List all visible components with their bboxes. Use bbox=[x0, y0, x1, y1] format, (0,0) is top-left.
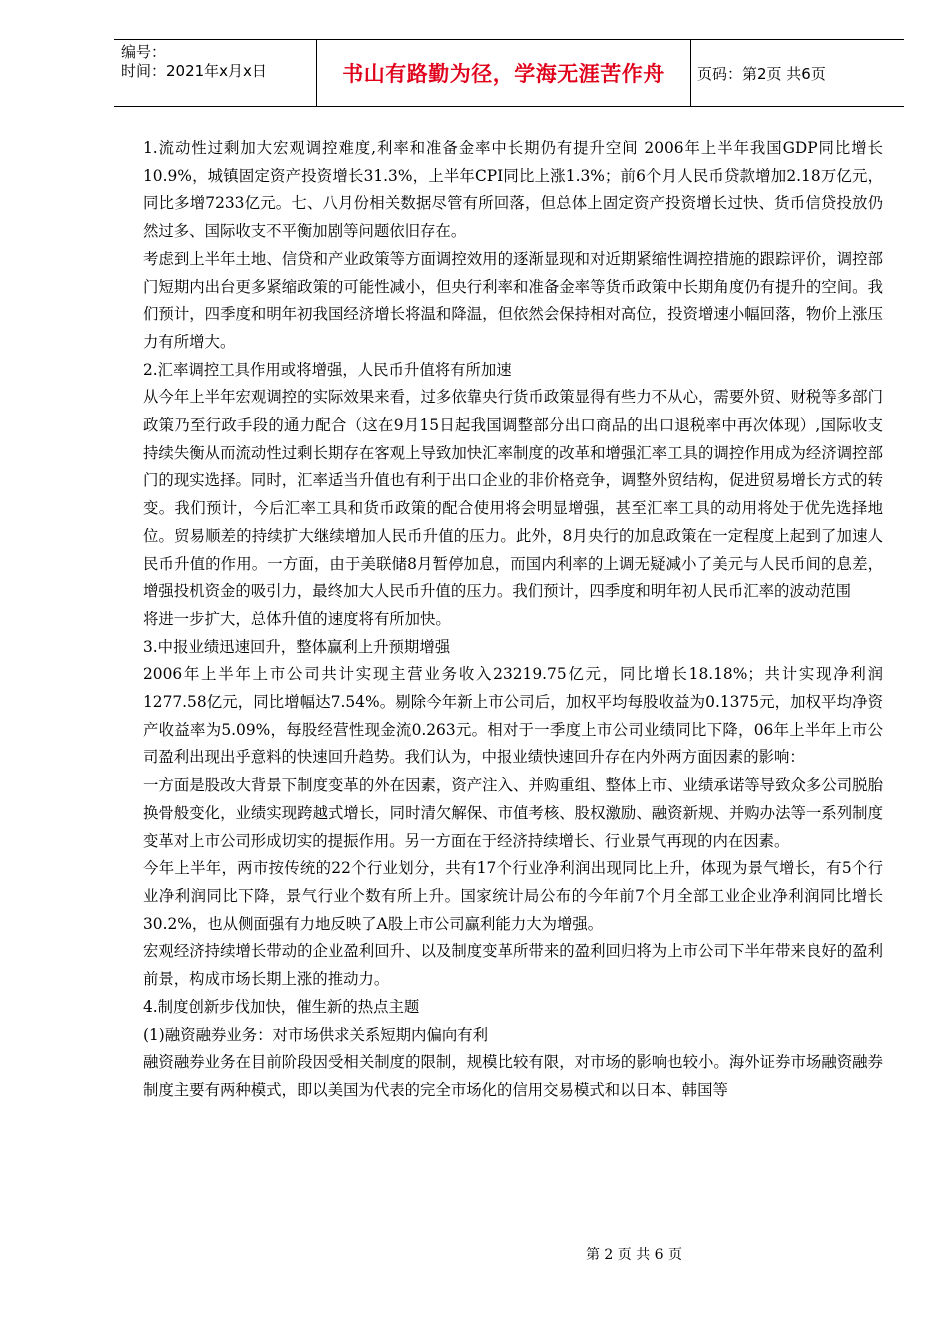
time-label: 时间：2021年x月x日 bbox=[121, 62, 267, 80]
header-page-info: 页码：第2页 共6页 bbox=[697, 64, 826, 83]
header-motto-cell bbox=[317, 40, 691, 106]
subsection-heading: (1)融资融券业务：对市场供求关系短期内偏向有利 bbox=[143, 1025, 489, 1044]
paragraph: 从今年上半年宏观调控的实际效果来看，过多依靠央行货币政策显得有些力不从心，需要外贸、财税等多部门政策乃至行政手段的通力配合（这在9月15日起我国调整部分出口商品的出口退税率中再次体现）,国际收支持续失衡从而流动性过剩长期存在客观上导致加快汇率制度的改革和增强汇率工具的调控作用成为经济调控部门的现实选择。同时，汇率适当升值也有利于出口企业的非价格竞争，调整外贸结构，促进贸易增长方式的转变。我们预计，今后汇率工具和货币政策的配合使用将会明显增强，甚至汇率工具的动用将处于优先选择地位。贸易顺差的持续扩大继续增加人民币升值的压力。此外，8月央行的加息政策在一定程度上起到了加速人民币升值的作用。一方面，由于美联储8月暂停加息，而国内利率的上调无疑减小了美元与人民币间的息差，增强投机资金的吸引力，最终加大人民币升值的压力。我们预计，四季度和明年初人民币汇率的波动范围 bbox=[143, 388, 883, 601]
paragraph: 融资融券业务在目前阶段因受相关制度的限制，规模比较有限，对市场的影响也较小。海外证券市场融资融券制度主要有两种模式，即以美国为代表的完全市场化的信用交易模式和以日本、韩国等 bbox=[143, 1053, 883, 1099]
document-body bbox=[143, 135, 883, 1105]
footer-page-number: 第 2 页 共 6 页 bbox=[585, 1247, 683, 1263]
paragraph: 宏观经济持续增长带动的企业盈利回升、以及制度变革所带来的盈利回归将为上市公司下半年带来良好的盈利前景，构成市场长期上涨的推动力。 bbox=[143, 942, 883, 989]
page-footer bbox=[0, 1244, 950, 1264]
header-left-cell bbox=[114, 40, 317, 106]
section-heading: 4.制度创新步伐加快，催生新的热点主题 bbox=[143, 997, 420, 1016]
header-page-cell bbox=[691, 40, 904, 106]
paragraph: 今年上半年，两市按传统的22个行业划分，共有17个行业净利润出现同比上升，体现为景气增长，有5个行业净利润同比下降，景气行业个数有所上升。国家统计局公布的今年前7个月全部工业企业净利润同比增长30.2%，也从侧面强有力地反映了A股上市公司赢利能力大为增强。 bbox=[143, 859, 883, 933]
motto-text: 书山有路勤为径，学海无涯苦作舟 bbox=[342, 62, 665, 86]
page-header bbox=[114, 39, 904, 107]
serial-label: 编号： bbox=[121, 43, 167, 61]
paragraph: 将进一步扩大，总体升值的速度将有所加快。 bbox=[143, 609, 451, 628]
paragraph: 1.流动性过剩加大宏观调控难度,利率和准备金率中长期仍有提升空间 2006年上半年我国GDP同比增长10.9%，城镇固定资产投资增长31.3%，上半年CPI同比上涨1.3%；前6个月人民币贷款增加2.18万亿元，同比多增7233亿元。七、八月份相关数据尽管有所回落，但总体上固定资产投资增长过快、货币信贷投放仍然过多、国际收支不平衡加剧等问题依旧存在。 bbox=[143, 139, 883, 241]
paragraph: 2006年上半年上市公司共计实现主营业务收入23219.75亿元，同比增长18.18%；共计实现净利润1277.58亿元，同比增幅达7.54%。剔除今年新上市公司后，加权平均每股收益为0.1375元，加权平均净资产收益率为5.09%，每股经营性现金流0.263元。相对于一季度上市公司业绩同比下降，06年上半年上市公司盈利出现出乎意料的快速回升趋势。我们认为，中报业绩快速回升存在内外两方面因素的影响： bbox=[143, 665, 883, 767]
paragraph: 考虑到上半年土地、信贷和产业政策等方面调控效用的逐渐显现和对近期紧缩性调控措施的跟踪评价，调控部门短期内出台更多紧缩政策的可能性减小，但央行利率和准备金率等货币政策中长期角度仍有提升的空间。我们预计，四季度和明年初我国经济增长将温和降温，但依然会保持相对高位，投资增速小幅回落，物价上涨压力有所增大。 bbox=[143, 249, 883, 351]
section-heading: 3.中报业绩迅速回升，整体赢利上升预期增强 bbox=[143, 637, 451, 656]
section-heading: 2.汇率调控工具作用或将增强，人民币升值将有所加速 bbox=[143, 360, 512, 379]
paragraph: 一方面是股改大背景下制度变革的外在因素，资产注入、并购重组、整体上市、业绩承诺等导致众多公司脱胎换骨般变化，业绩实现跨越式增长，同时清欠解保、市值考核、股权激励、融资新规、并购办法等一系列制度变革对上市公司形成切实的提振作用。另一方面在于经济持续增长、行业景气再现的内在因素。 bbox=[143, 776, 883, 850]
